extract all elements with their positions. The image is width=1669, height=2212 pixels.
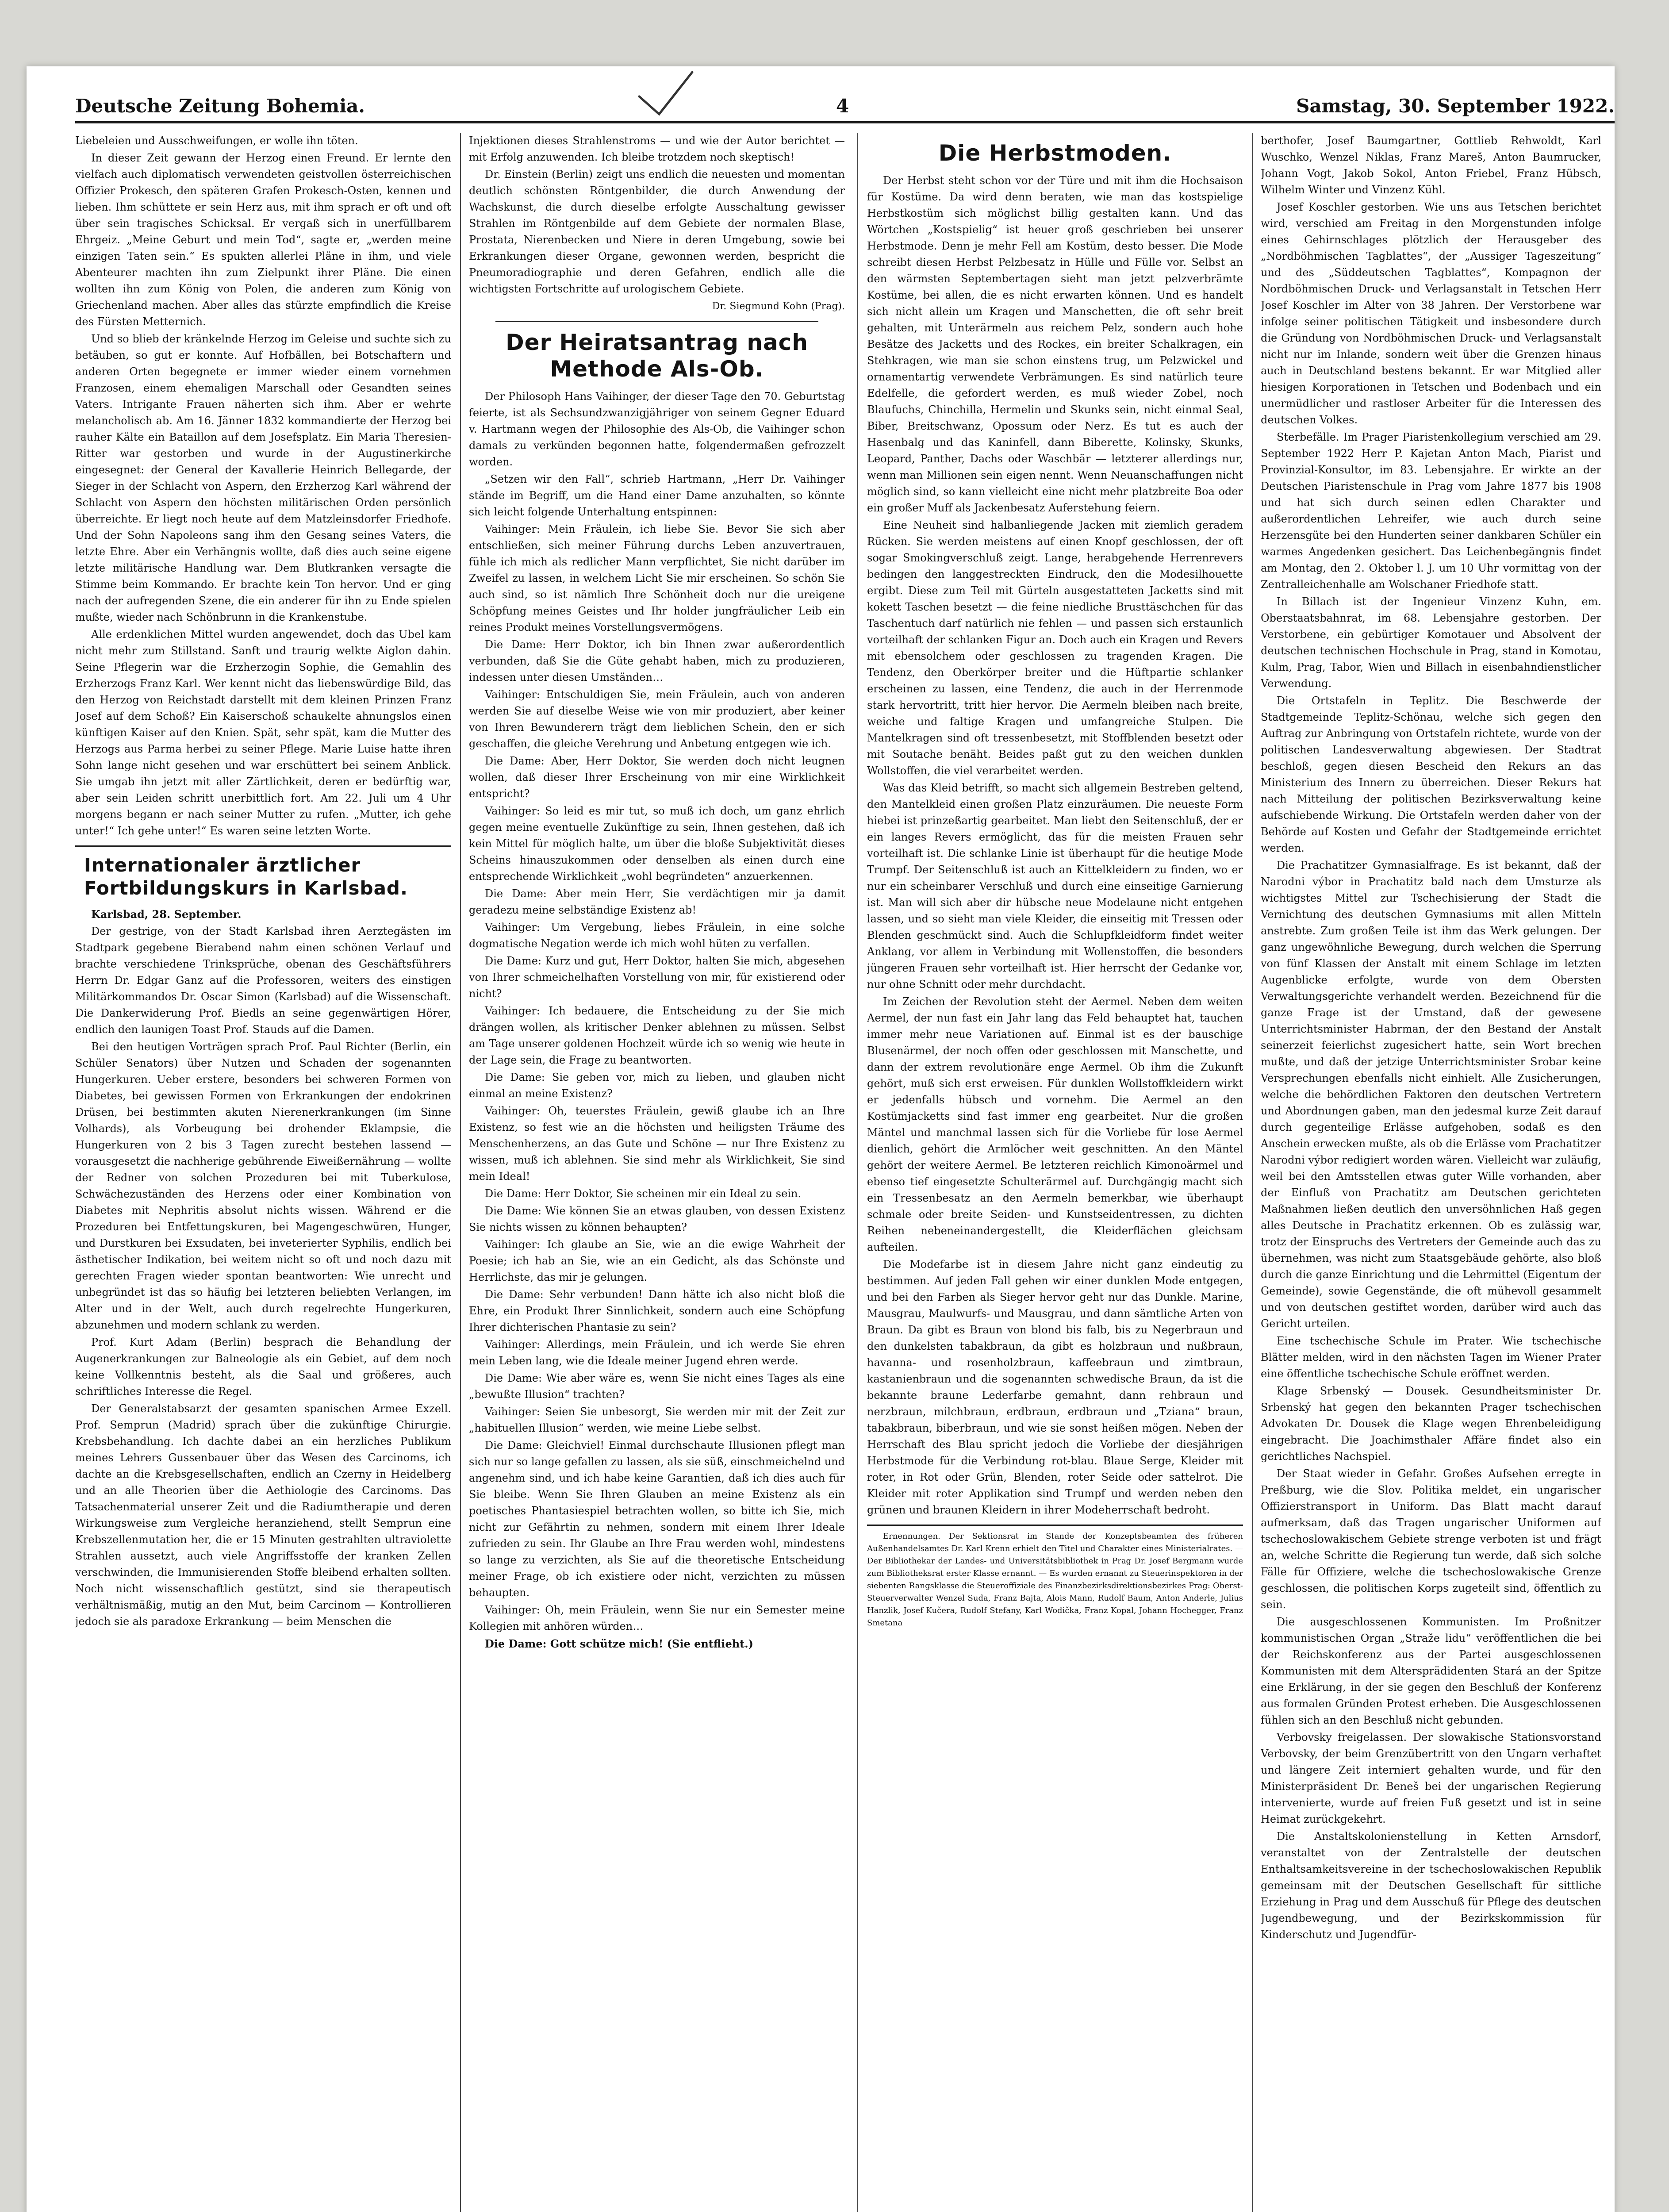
issue-date: Samstag, 30. September 1922. [1296,95,1615,117]
paragraph: Die Ortstafeln in Teplitz. Die Beschwerde der Stadtgemeinde Teplitz-Schönau, welche sich gegen den Auftrag zur Anbringung von Ortstafeln richtete, wurde von der politischen Landesverwaltung abgewiesen. Der Stadtrat beschloß, gegen diesen Bescheid den Rekurs an das Ministerium des Innern zu überreichen. Dieser Rekurs hat nach Mitteilung der politischen Bezirksverwaltung keine aufschiebende Wirkung. Die Ortstafeln werden daher von der Behörde auf Kosten und Gefahr der Stadtgemeinde errichtet werden. [1261,695,1601,854]
article-headline: Die Herbstmoden. [938,140,1172,166]
paragraph: Vaihinger: Ich bedauere, die Entscheidung zu der Sie mich drängen wollen, als kritischer Denker ablehnen zu müssen. Selbst am Tage unserer goldenen Hochzeit würde ich so wenig wie heute in der Lage sein, die Frage zu beantworten. [469,1005,845,1066]
paragraph: Vaihinger: Oh, teuerstes Fräulein, gewiß glaube ich an Ihre Existenz, so fest wie an die höchsten und heiligsten Träume des Menschenherzens, an das Gute und Schöne — nur Ihre Existenz zu wissen, muß ich ablehnen. Sie sind mehr als Wirklichkeit, Sie sind mein Ideal! [469,1105,845,1183]
page-number: 4 [836,95,849,117]
paragraph: Vaihinger: Ich glaube an Sie, wie an die ewige Wahrheit der Poesie; ich hab an Sie, wie an ein Gedicht, als das Schönste und Herrlichste, das mir je gelungen. [469,1238,845,1283]
paragraph: Bei den heutigen Vorträgen sprach Prof. Paul Richter (Berlin, ein Schüler Senators) über Nutzen und Schaden der sogenannten Hungerkuren. Ueber erstere, besonders bei schweren Formen von Diabetes, bei gewissen Formen von Erkrankungen der endokrinen Drüsen, bei bestimmten akuten Nierenerkrankungen (im Sinne Volhards), als Vorbeugung bei drohender Eklampsie, die Hungerkuren von 2 bis 3 Tagen zurecht bestehen lassend — vorausgesetzt die nachherige gebührende Eiweißernährung — wollte der Redner von solchen Prozeduren bei mit Tuberkulose, Schwächezuständen des Herzens oder einer Kombination von Diabetes mit Nephritis absolut nichts wissen. Während er die Prozeduren bei Entfettungskuren, bei Magengeschwüren, Hunger, und Durstkuren bei Exsudaten, bei inveterierter Syphilis, endlich bei ästhetischer Indikation, bei weitem nicht so oft und noch dazu mit gerechten Fragen wieder spontan beantworten: Wie unrecht und unbegründet ist das so häufig bei letzteren beliebten Verlangen, im Alter und in der Welt, auch durch regelrechte Hungerkuren, abzunehmen und modern schlank zu werden. [75,1041,451,1331]
paragraph: Alle erdenklichen Mittel wurden angewendet, doch das Ubel kam nicht mehr zum Stillstand. Sanft und traurig welkte Aiglon dahin. Seine Pflegerin war die Erzherzogin Sophie, die Gemahlin des Erzherzogs Franz Karl. Wer kennt nicht das liebenswürdige Bild, das den Herzog von Reichstadt darstellt mit dem kleinen Prinzen Franz Josef auf dem Schoß? Ein Kaiserschoß schaukelte ahnungslos einen künftigen Kaiser auf den Knien. Spät, sehr spät, kam die Mutter des Herzogs aus Parma herbei zu seiner Pflege. Marie Luise hatte ihren Sohn lange nicht gesehen und war erschüttert bei seinem Anblick. Sie umgab ihn jetzt mit aller Zärtlichkeit, deren er bedürftig war, aber sein Leiden schritt unerbittlich fort. Am 22. Juli um 4 Uhr morgens begann er nach seiner Mutter zu rufen. „Mutter, ich gehe unter!“ Ich gehe unter!“ Es waren seine letzten Worte. [75,628,451,837]
paragraph: Verbovsky freigelassen. Der slowakische Stationsvorstand Verbovsky, der beim Grenzübertritt von den Ungarn verhaftet und längere Zeit interniert gehalten wurde, und für den Ministerpräsident Dr. Beneš bei der ungarischen Regierung intervenierte, wurde auf freien Fuß gesetzt und ist in seine Heimat zurückgekehrt. [1261,1731,1601,1825]
paragraph: Die Dame: Wie aber wäre es, wenn Sie nicht eines Tages als eine „bewußte Illusion“ trachten? [469,1372,845,1401]
paragraph: Die Dame: Herr Doktor, Sie scheinen mir ein Ideal zu sein. [485,1187,802,1200]
column-4 [1261,133,1601,2212]
paragraph: Die Dame: Gleichviel! Einmal durchschaute Illusionen pflegt man sich nur so lange gefallen zu lassen, als sie süß, einschmeichelnd und angenehm sind, und ich habe keine Garantien, daß ich dies auch für Sie bleibe. Wenn Sie Ihren Glauben an meine Existenz als ein poetisches Phantasiespiel betrachten wollen, so bitte ich Sie, mich nicht zur Gefährtin zu nehmen, sondern mit einem Ihrer Ideale zufrieden zu sein. Ihr Glaube an Ihre Frau werden wohl, mindestens so lange zu verzichten, als Sie auf die theoretische Entscheidung meiner Frage, ob ich existiere oder nicht, verzichten zu müssen behaupten. [469,1439,845,1599]
appointments-notice: Ernennungen. Der Sektionsrat im Stande der Konzeptsbeamten des früheren Außenhandelsamtes Dr. Karl Krenn erhielt den Titel und Charakter eines Ministerialrates. — Der Bibliothekar der Landes- und Universitätsbibliothek in Prag Dr. Josef Bergmann wurde zum Bibliotheksrat erster Klasse ernannt. — Es wurden ernannt zu Steuerinspektoren in der siebenten Rangsklasse die Steueroffiziale des Finanzbezirksdirektionsbezirkes Prag: Oberst-Steuerverwalter Wenzel Suda, Franz Bajta, Alois Mann, Rudolf Baum, Anton Anderle, Julius Hanzlik, Josef Kučera, Rudolf Stefany, Karl Wodička, Franz Kopal, Johann Hochegger, Franz Smetana [867,1532,1243,1628]
paragraph: Die Dame: Wie können Sie an etwas glauben, von dessen Existenz Sie nichts wissen zu können behaupten? [469,1205,845,1233]
paragraph: Die ausgeschlossenen Kommunisten. Im Proßnitzer kommunistischen Organ „Straže lidu“ veröffentlichen die bei der Reichskonferenz aus der Partei ausgeschlossenen Kommunisten mit dem Altersprädidenten Stará an der Spitze eine Erklärung, in der sie gegen den Beschluß der Konferenz aus formalen Gründen Protest erheben. Die Ausgeschlossenen fühlen sich an den Beschluß nicht gebunden. [1261,1616,1601,1726]
paragraph: Die Modefarbe ist in diesem Jahre nicht ganz eindeutig zu bestimmen. Auf jeden Fall gehen wir einer dunklen Mode entgegen, und bei den Farben als Sieger hervor geht nur das Dunkle. Marine, Mausgrau, Maulwurfs- und Mausgrau, und dann sämtliche Arten von Braun. Da gibt es Braun von blond bis falb, bis zu Negerbraun und den dunkelsten tabakbraun, da gibt es holzbraun und nußbraun, havanna- und rosenholzbraun, kaffeebraun und zimtbraun, kastanienbraun und die sogenannten schwedische Braun, da ist die bekannte braune Lederfarbe gemahnt, dann rehbraun und nerzbraun, milchbraun, erdbraun, erdbraun und „Tziana“ braun, tabakbraun, biberbraun, und wie sie sonst heißen mögen. Neben der Herrschaft des Blau spricht jedoch die Vorliebe der diesjährigen Herbstmode für die Verbindung rot-blau. Blaue Serge, Kleider mit roter, in Rot oder Grün, Blenden, roter Seide oder sattelrot. Die Kleider mit roter Applikation sind Trumpf und werden neben den grünen und braunen Kleidern in ihrer Modeherrschaft bedroht. [867,1258,1243,1516]
paragraph: Der Staat wieder in Gefahr. Großes Aufsehen erregte in Preßburg, wie die Slov. Politika meldet, ein ungarischer Offizierstransport in Uniform. Das Blatt macht darauf aufmerksam, daß das Tragen ungarischer Uniformen auf tschechoslowakischem Gebiete strenge verboten ist und frägt an, welche Schritte die Regierung tun werde, daß sich solche Fälle für Offiziere, welche die tschechoslowakische Grenze geschlossen, die politischen Korps zugeteilt sind, öffentlich zu sein. [1261,1467,1601,1611]
paragraph: Vaihinger: Mein Fräulein, ich liebe Sie. Bevor Sie sich aber entschließen, sich meiner Führung durchs Leben anzuvertrauen, fühle ich mich als redlicher Mann verpflichtet, Sie nicht darüber im Zweifel zu lassen, in welchem Licht Sie mir erscheinen. So schön Sie auch sind, so ist nämlich Ihre Schönheit doch nur die ureigene Schöpfung meines Geistes und Ihr holder jungfräulicher Leib ein reines Produkt meines Vorstellungsvermögens. [469,523,845,634]
paragraph: Die Dame: Gott schütze mich! (Sie entflieht.) [485,1637,753,1650]
paragraph: „Setzen wir den Fall“, schrieb Hartmann, „Herr Dr. Vaihinger stände im Begriff, um die Hand einer Dame anzuhalten, so könnte sich leicht folgende Unterhaltung entspinnen: [469,473,845,518]
paragraph: Liebeleien und Ausschweifungen, er wolle ihn töten. [75,134,358,147]
paragraph: Was das Kleid betrifft, so macht sich allgemein Bestreben geltend, den Mantelkleid einen großen Platz einzuräumen. Die neueste Form hiebei ist prinzeßartig gearbeitet. Man liebt den Seitenschluß, der er ein langes Revers ermöglicht, das für die meisten Frauen sehr vorteilhaft ist. Die schlanke Linie ist überhaupt für die heutige Mode Trumpf. Der Seitenschluß ist auch an Kittelkleidern zu finden, wo er nur ein scheinbarer Verschluß und durch eine einseitige Garnierung ist. Man will sich aber dir hübsche neue Modelaune nicht entgehen lassen, und so sieht man viele Kleider, die einseitig mit Tressen oder Blenden geschmückt sind. Auch die Schlupfkleidform findet weiter Anklang, vor allem in Verbindung mit Wollenstoffen, die besonders jüngeren Frauen sehr vorteilhaft ist. Hier herrscht der Gedanke vor, nur ohne Schnitt oder mehr durchdacht. [867,782,1243,991]
column-3 [867,133,1243,2212]
paragraph: Der gestrige, von der Stadt Karlsbad ihren Aerztegästen im Stadtpark gegebene Bierabend nahm einen schönen Verlauf und brachte verschiedene Trinksprüche, obenan des Geschäftsführers Herrn Dr. Edgar Ganz auf die Professoren, weiters des einstigen Militärkommandos Dr. Oscar Simon (Karlsbad) auf die Wissenschaft. Die Dankerwiderung Prof. Biedls an seine gegenwärtigen Hörer, endlich den launigen Toast Prof. Stauds auf die Damen. [75,925,451,1036]
paragraph: Vaihinger: Um Vergebung, liebes Fräulein, in eine solche dogmatische Negation werde ich mich wohl hüten zu verfallen. [469,921,845,950]
newspaper-page [27,66,1615,2212]
article-separator [75,845,451,847]
paragraph: Eine Neuheit sind halbanliegende Jacken mit ziemlich geradem Rücken. Sie werden meistens auf einen Knopf geschlossen, der oft sogar Smokingverschluß zeigt. Lange, herabgehende Herrenrevers bedingen den langgestreckten Eindruck, den die Modesilhouette ergibt. Diese zum Teil mit Gürteln ausgestatteten Jacketts sind mit kokett Taschen besetzt — die feine niedliche Brusttäschchen für das Taschentuch darf natürlich nie fehlen — und passen sich erstaunlich vorteilhaft der schlanken Figur an. Doch auch ein Kragen und Revers mit ebensolchem oder geschlossen zu tragenden Kragen. Die Tendenz, den Oberkörper breiter und die Hüftpartie schlanker erscheinen zu lassen, eine Tendenz, die auch in der Herrenmode stark hervortritt, tritt hier hervor. Die Aermeln bleiben nach breite, weiche und faltige Kragen und umfangreiche Stulpen. Die Mantelkragen sind oft tressenbesetzt, mit Stoffblenden besetzt oder mit Soutache benäht. Beides paßt gut zu den weichen dunklen Wollstoffen, die viel verarbeitet werden. [867,519,1243,777]
paragraph: In dieser Zeit gewann der Herzog einen Freund. Er lernte den vielfach auch diplomatisch verwendeten geistvollen österreichischen Offizier Prokesch, den späteren Grafen Prokesch-Osten, kennen und lieben. Ihm schüttete er sein Herz aus, mit ihm sprach er oft und oft über sein tragisches Schicksal. Er vergaß sich in unerfüllbarem Ehrgeiz. „Meine Geburt und mein Tod“, sagte er, „werden meine einzigen Taten sein.“ Es spukten allerlei Pläne in ihm, und viele Abenteurer machten ihn zum Zielpunkt ihrer Pläne. Die einen wollten ihn zum König von Polen, die anderen zum König von Griechenland machen. Aber alles das stürzte empfindlich die Kreise des Fürsten Metternich. [75,152,451,328]
paragraph: Prof. Kurt Adam (Berlin) besprach die Behandlung der Augenerkrankungen zur Balneologie als ein Gebiet, auf dem noch keine Vollkenntnis besteht, als die Saal und größeres, auch schriftliches Interesse die Regel. [75,1336,451,1398]
paragraph: Vaihinger: So leid es mir tut, so muß ich doch, um ganz ehrlich gegen meine eventuelle Zukünftige zu sein, Ihnen gestehen, daß ich kein Mittel für möglich halte, um über die bloße Subjektivität dieses Scheins hinauszukommen oder denselben als einen durch eine entsprechende Wirklichkeit „wohl begründeten“ anzuerkennen. [469,805,845,883]
paragraph: berthofer, Josef Baumgartner, Gottlieb Rehwoldt, Karl Wuschko, Wenzel Niklas, Franz Mareš, Anton Baumrucker, Johann Vogt, Jakob Sokol, Anton Friebel, Franz Hübsch, Wilhelm Winter und Vinzenz Kühl. [1261,134,1601,196]
paragraph: Die Dame: Herr Doktor, ich bin Ihnen zwar außerordentlich verbunden, daß Sie die Güte gehabt haben, mich zu produzieren, indessen unter diesen Umständen… [469,638,845,684]
paragraph: Vaihinger: Allerdings, mein Fräulein, und ich werde Sie ehren mein Leben lang, wie die Ideale meiner Jugend ehren werde. [469,1338,845,1367]
column-rule [460,133,461,2212]
article-headline: Internationaler ärztlicher Fortbildungskurs in Karlsbad. [84,854,408,899]
article-separator [867,1525,1243,1526]
paragraph: Der Philosoph Hans Vaihinger, der dieser Tage den 70. Geburtstag feierte, ist als Sechsundzwanzigjähriger von seinem Gegner Eduard v. Hartmann wegen der Philosophie des Als-Ob, die Vaihinger schon damals zu verkünden begonnen hatte, folgendermaßen gefrozzelt worden. [469,390,845,468]
author-signature: Dr. Siegmund Kohn (Prag). [712,301,845,312]
paragraph: Die Dame: Aber mein Herr, Sie verdächtigen mir ja damit geradezu meine selbständige Existenz ab! [469,887,845,916]
paragraph: Der Herbst steht schon vor der Türe und mit ihm die Hochsaison für Kostüme. Da wird denn beraten, wie man das kostspielige Herbstkostüm sich möglichst billig gestalten kann. Und das Wörtchen „Kostspielig“ ist heuer groß geschrieben bei unserer Herbstmode. Denn je mehr Fell am Kostüm, desto besser. Die Mode schreibt diesen Herbst Pelzbesatz in Hülle und Fülle vor. Selbst an den wärmsten Septembertagen sieht man jetzt pelzverbrämte Kostüme, bei allen, die es nicht erwarten können. Und es handelt sich nicht allein um Kragen und Manschetten, die oft sehr breit gehalten, mit Unterärmeln aus reichem Pelz, sondern auch hohe Besätze des Jacketts und des Rockes, ein breiter Schalkragen, ein Stehkragen, wie man sie schon einstens trug, um Pelzwickel und ornamentartig verwendete Verbrämungen. Es sind natürlich teure Edelfelle, die gefordert werden, es muß wieder Zobel, noch Blaufuchs, Chinchilla, Hermelin und Skunks sein, nicht einmal Seal, Biber, Breitschwanz, Opossum oder Nerz. Es tut es auch der Hasenbalg und das Kaninfell, dann Biberette, Kolinsky, Skunks, Leopard, Panther, Dachs oder Waschbär — letzterer allerdings nur, wenn man Millionen sein eigen nennt. Wenn Neuanschaffungen nicht möglich sind, so kann vielleicht eine nicht mehr platzbreite Boa oder ein großer Muff als Jackenbesatz Auferstehung feiern. [867,174,1243,514]
paragraph: Dr. Einstein (Berlin) zeigt uns endlich die neuesten und momentan deutlich schönsten Röntgenbilder, die durch Anwendung der Wachskunst, die durch dieselbe erfolgte Ausschaltung gewisser Strahlen im Röntgenbilde auf dem Gebiete der normalen Blase, Prostata, Nierenbecken und Niere in deren Umgebung, sowie bei Erkrankungen dieser Organe, gewonnen werden, bespricht die Pneumoradiographie und deren Gefahren, endlich alle die wichtigsten Fortschritte auf urologischem Gebiete. [469,168,845,295]
paragraph: Im Zeichen der Revolution steht der Aermel. Neben dem weiten Aermel, der nun fast ein Jahr lang das Feld behauptet hat, tauchen immer mehr neue Variationen auf. Einmal ist es der bauschige Blusenärmel, der noch offen oder geschlossen mit Manschette, und dann der extrem revolutionäre enge Aermel. Ob ihm die Zukunft gehört, muß sich erst erweisen. Für dunklen Wollstoffkleidern wirkt er jedenfalls hübsch und vornehm. Die Aermel an den Kostümjacketts sind fast immer eng gearbeitet. Nur die großen Mäntel und manchmal lassen sich für die Vorliebe für lose Aermel dienlich, gehört die Armlöcher weit geschnitten. An den Mäntel gehört der weitere Aermel. Be letzteren reichlich Kimonoärmel und ebenso tief eingesetzte Schulterärmel auf. Durchgängig macht sich ein Tressenbesatz an den Aermeln bemerkbar, wie überhaupt schmale oder breite Seiden- und Kunstseidentressen, zu dichten Reihen nebeneinandergestellt, die Kleiderflächen gleichsam aufteilen. [867,995,1243,1253]
article-separator [495,321,818,322]
paragraph: Die Dame: Aber, Herr Doktor, Sie werden doch nicht leugnen wollen, daß dieser Ihrer Erscheinung von mir eine Wirklichkeit entspricht? [469,755,845,800]
column-2 [469,133,845,2212]
paragraph: In Billach ist der Ingenieur Vinzenz Kuhn, em. Oberstaatsbahnrat, im 68. Lebensjahre gestorben. Der Verstorbene, ein gebürtiger Komotauer und Absolvent der deutschen technischen Hochschule in Prag, stand in Komotau, Kulm, Prag, Tabor, Wien und Billach in eisenbahndienstlicher Verwendung. [1261,595,1601,690]
column-rule [1252,133,1253,2212]
column-1 [75,133,451,2212]
article-headline: Der Heiratsantrag nach Methode Als-Ob. [506,330,808,382]
paragraph: Sterbefälle. Im Prager Piaristenkollegium verschied am 29. September 1922 Herr P. Kajetan Anton Mach, Piarist und Provinzial-Konsultor, im 83. Lebensjahre. Er wirkte an der Deutschen Piaristenschule in Prag vom Jahre 1877 bis 1908 und hat sich durch seinen edlen Charakter und außerordentlichen Lehreifer, wie auch durch seine Herzensgüte bei den Hunderten seiner dankbaren Schüler ein warmes Angedenken gesichert. Das Leichenbegängnis findet am Montag, den 2. Oktober l. J. um 10 Uhr vormittag von der Zentralleichenhalle am Wolschaner Friedhofe statt. [1261,431,1601,591]
paragraph: Klage Srbenský — Dousek. Gesundheitsminister Dr. Srbenský hat gegen den bekannten Prager tschechischen Advokaten Dr. Dousek die Klage wegen Ehrenbeleidigung eingebracht. Die Joachimsthaler Affäre findet also ein gerichtliches Nachspiel. [1261,1385,1601,1463]
paragraph: Vaihinger: Oh, mein Fräulein, wenn Sie nur ein Semester meine Kollegien mit anhören würden… [469,1604,845,1632]
paragraph: Die Dame: Sehr verbunden! Dann hätte ich also nicht bloß die Ehre, ein Produkt Ihrer Sinnlichkeit, sondern auch eine Schöpfung Ihrer dichterischen Phantasie zu sein? [469,1288,845,1333]
newspaper-name: Deutsche Zeitung Bohemia. [75,95,365,117]
paragraph: Die Anstaltskolonienstellung in Ketten Arnsdorf, veranstaltet von der Zentralstelle der deutschen Enthaltsamkeitsvereine in der tschechoslowakischen Republik gemeinsam mit der Deutschen Gesellschaft für sittliche Erziehung in Prag und dem Ausschuß für Pflege des deutschen Jugendbewegung, und der Bezirkskommission für Kinderschutz und Jugendfür- [1261,1830,1601,1941]
paragraph: Injektionen dieses Strahlenstroms — und wie der Autor berichtet — mit Erfolg anzuwenden. Ich bleibe trotzdem noch skeptisch! [469,134,845,163]
paragraph: Die Prachatitzer Gymnasialfrage. Es ist bekannt, daß der Narodni výbor in Prachatitz bald nach dem Umsturze als wichtigstes Mittel zur Tschechisierung der Stadt die Vernichtung des deutschen Gymnasiums mit allen Mitteln anstrebte. Zum großen Teile ist ihm das Werk gelungen. Der ganz ungewöhnliche Bewegung, durch welchen die Sperrung von fünf Klassen der Anstalt mit einem Schlage im letzten Augenblicke erfolgte, wurde von dem Obersten Verwaltungsgerichte verhandelt werden. Bezeichnend für die ganze Frage ist der Umstand, daß der gewesene Unterrichtsminister Habrman, der den Bestand der Anstalt seinerzeit feierlichst zugesichert hatte, sein Wort brechen mußte, und daß der jetzige Unterrichtsminister Srobar keine Versprechungen ebenfalls nicht einhielt. Alle Zusicherungen, welche die behördlichen Faktoren den deutschen Vertretern und Abordnungen gaben, man den jedesmal kurze Zeit darauf durch gegenteilige Erlässe aufgehoben, sodaß es den Anschein erwecken mußte, als ob die Erlässe vom Prachatitzer Narodni výbor redigiert worden wären. Vielleicht war zuläufig, weil bei den Amtsstellen etwas guter Wille vorhanden, aber der Einfluß von Prachatitz am Deutschen gerichteten Maßnahmen ließen deutlich den unversöhnlichen Haß gegen alles Deutsche in Prachatitz erkennen. Ob es zulässig war, trotz der Einspruchs des Vertreters der Gemeinde auch das zu übernehmen, was nicht zum Staatsgebäude gehörte, also bloß durch die ganze Einrichtung und die Lehrmittel (Eigentum der Gemeinde), sowie Gegenstände, die oft mühevoll gesammelt und von deutschen gestiftet worden, darüber wird auch das Gericht urteilen. [1261,859,1601,1330]
paragraph: Eine tschechische Schule im Prater. Wie tschechische Blätter melden, wird in den nächsten Tagen im Wiener Prater eine öffentliche tschechische Schule eröffnet werden. [1261,1335,1601,1380]
dateline: Karlsbad, 28. September. [91,908,242,921]
paragraph: Die Dame: Kurz und gut, Herr Doktor, halten Sie mich, abgesehen von Ihrer schmeichelhaften Vorstellung von mir, für existierend oder nicht? [469,955,845,1000]
paragraph: Der Generalstabsarzt der gesamten spanischen Armee Exzell. Prof. Semprun (Madrid) sprach über die zukünftige Chirurgie. Krebsbehandlung. Ich dachte dabei an ein herzliches Publikum meines Lehrers Gussenbauer über das Wesen des Carcinoms, ich dachte an die Krebsgesellschaften, endlich an Czerny in Heidelberg und an alle Theorien über die Aethiologie des Carcinoms. Das Tatsachenmaterial unserer Zeit und die Radiumtherapie und deren Wirkungsweise zum Vergleiche heranziehend, stellt Semprun eine Krebszellenmutation her, die er 15 Minuten gestrahlten ultraviolette Strahlen aussetzt, auch viele Angriffsstoffe der kranken Zellen verschwinden, die Immunisierenden Stoffe bleibend erhalten sollten. Noch nicht wissenschaftlich gestützt, sind sie therapeutisch verhältnismäßig, mutig an den Mut, beim Carcinom — Kontrollieren jedoch sie als paradoxe Erkrankung — beim Menschen die [75,1402,451,1628]
paragraph: Vaihinger: Entschuldigen Sie, mein Fräulein, auch von anderen werden Sie auf dieselbe Weise wie von mir produziert, aber keiner von Ihren Bewunderern trägt dem lieblichen Schein, den er sich geschaffen, die gleiche Verehrung und Anbetung entgegen wie ich. [469,688,845,750]
paragraph: Und so blieb der kränkelnde Herzog im Geleise und suchte sich zu betäuben, so gut er konnte. Auf Hofbällen, bei Botschaftern und anderen Orten begegnete er immer wieder einem vornehmen Franzosen, einem ehemaligen Marschall oder Gesandten seines Vaters. Intrigante Frauen näherten sich ihm. Aber er wehrte melancholisch ab. Am 16. Jänner 1832 kommandierte der Herzog bei rauher Kälte ein Bataillon auf dem Josefsplatz. Ein Maria Theresien-Ritter war gestorben und wurde in der Augustinerkirche eingesegnet: der General der Kavallerie Heinrich Bellegarde, der Sieger in der Schlacht von Aspern, den Erzherzog Karl während der Schlacht von Aspern den höchsten militärischen Orden persönlich überreichte. Er liegt noch heute auf dem Matzleinsdorfer Friedhofe. Und der Sohn Napoleons sang ihm den Gesang seines Vaters, die letzte Ehre. Aber ein Verhängnis wollte, daß dies auch seine eigene letzte militärische Handlung war. Dem Blutkranken versagte die Stimme beim Kommando. Er brachte kein Ton hervor. Und er ging nach der aufregenden Szene, die ein anderer für ihn zu Ende spielen mußte, wieder nach Schönbrunn in die Krankenstube. [75,333,451,623]
column-rule [857,133,858,2212]
paragraph: Die Dame: Sie geben vor, mich zu lieben, und glauben nicht einmal an meine Existenz? [469,1071,845,1100]
paragraph: Vaihinger: Seien Sie unbesorgt, Sie werden mir mit der Zeit zur „habituellen Illusion“ werden, wie meine Liebe selbst. [469,1406,845,1434]
paragraph: Josef Koschler gestorben. Wie uns aus Tetschen berichtet wird, verschied am Freitag in den Morgenstunden infolge eines Gehirnschlages plötzlich der Herausgeber des „Nordböhmischen Tagblattes“, der „Aussiger Tageszeitung“ und des „Süddeutschen Tagblattes“, Kompagnon der Nordböhmischen Druck- und Verlagsanstalt in Tetschen Herr Josef Koschler im Alter von 38 Jahren. Der Verstorbene war infolge seiner politischen Tätigkeit und insbesondere durch die Gründung von Nordböhmischen Druck- und Verlagsanstalt nicht nur im Inlande, sondern weit über die Grenzen hinaus auch in Deutschland bestens bekannt. Er war Mitglied aller hiesigen Korporationen in Tetschen und Bodenbach und ein unermüdlicher und rastloser Arbeiter für die Interessen des deutschen Volkes. [1261,201,1601,426]
page-header [75,90,1615,123]
